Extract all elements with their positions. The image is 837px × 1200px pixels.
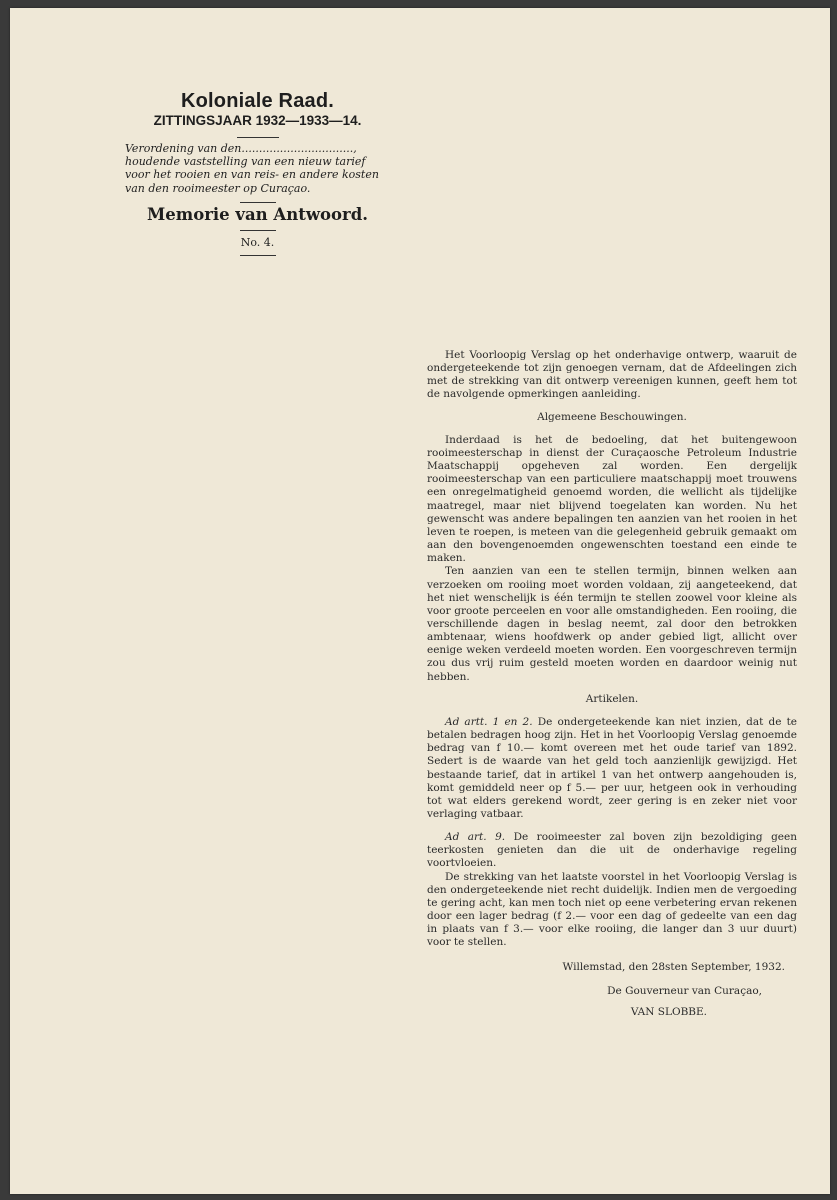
signature-role: De Gouverneur van Curaçao,	[607, 984, 762, 997]
ordinance-description: Verordening van den................................, houdende vaststelling van een nieuw tarief voor het rooien en van reis- en andere kosten van den rooimeester op Curaçao.	[125, 142, 379, 195]
divider	[237, 137, 279, 138]
article-9-text: De rooimeester zal boven zijn bezoldiging geen teerkosten genieten dan die uit de onderhavige regeling voortvloeien.	[427, 831, 797, 870]
article-9-paragraph-2: De strekking van het laatste voorstel in het Voorloopig Verslag is den ondergeteekende niet recht duidelijk. Indien men de vergoeding te gering acht, kan men toch niet op eene verbetering ervan rekenen door een lager bedrag (f 2.— voor een dag of gedeelte van een dag in plaats van f 3.— voor elke rooiing, die langer dan 3 uur duurt) voor te stellen.	[427, 870, 797, 949]
section-heading-general: Algemeene Beschouwingen.	[537, 410, 687, 423]
document-body	[427, 349, 797, 1019]
article-1-2-text: De ondergeteekende kan niet inzien, dat de te betalen bedragen hoog zijn. Het in het Voorloopig Verslag genoemde bedrag van f 10.— komt overeen met het oude tarief van 1892. Sedert is de waarde van het geld toch aanzienlijk gewijzigd. Het bestaande tarief, dat in artikel 1 van het ontwerp aangehouden is, komt gemiddeld neer op f 5.— per uur, hetgeen ook in verhouding tot wat elders gerekend wordt, zeer gering is en zeker niet voor verlaging vatbaar.	[427, 715, 798, 820]
council-title: Koloniale Raad.	[180, 90, 335, 112]
session-year: ZITTINGSJAAR 1932—1933—14.	[153, 113, 362, 128]
document-number: No. 4.	[240, 235, 275, 249]
document-type-title: Memorie van Antwoord.	[146, 204, 369, 224]
document-header	[115, 90, 400, 256]
intro-paragraph: Het Voorloopig Verslag op het onderhavige ontwerp, waaruit de ondergeteekende tot zijn genoegen vernam, dat de Afdeelingen zich met de strekking van dit ontwerp vereenigen kunnen, geeft hem tot de navolgende opmerkingen aanleiding.	[427, 349, 797, 401]
divider	[240, 255, 276, 256]
divider	[240, 202, 276, 203]
signature-name: VAN SLOBBE.	[630, 1005, 707, 1018]
general-paragraph-2: Ten aanzien van een te stellen termijn, binnen welken aan verzoeken om rooiing moet worden voldaan, zij aangeteekend, dat het niet wenschelijk is één termijn te stellen zoowel voor kleine als voor groote perceelen en voor alle omstandigheden. Een rooiing, die verschillende dagen in beslag neemt, zal door den betrokken ambtenaar, wiens hoofdwerk op ander gebied ligt, allicht over eenige weken verdeeld moeten worden. Een voorgeschreven termijn zou dus vrij ruim gesteld moeten worden en daardoor weinig nut hebben.	[427, 565, 797, 683]
general-paragraph-1: Inderdaad is het de bedoeling, dat het buitengewoon rooimeesterschap in dienst der Curaçaosche Petroleum Industrie Maatschappij opgeheven zal worden. Een dergelijk rooimeesterschap van een particuliere maatschappij moet trouwens een onregelmatigheid genoemd worden, die wellicht als tijdelijke maatregel, maar niet blijvend toegelaten kan worden. Nu het gewenscht was andere bepalingen ten aanzien van het rooien in het leven te roepen, is meteen van die gelegenheid gebruik gemaakt om aan den bovengenoemden ongewenschten toestand een einde te maken.	[427, 433, 797, 565]
signature-place-date: Willemstad, den 28sten September, 1932.	[562, 960, 785, 973]
article-9-paragraph	[427, 831, 797, 870]
article-9-label: Ad art. 9.	[445, 831, 506, 844]
document-page	[10, 8, 830, 1194]
article-1-2-label: Ad artt. 1 en 2.	[445, 715, 533, 728]
article-1-2-paragraph	[427, 716, 797, 821]
section-heading-articles: Artikelen.	[585, 692, 639, 705]
divider	[240, 230, 276, 231]
